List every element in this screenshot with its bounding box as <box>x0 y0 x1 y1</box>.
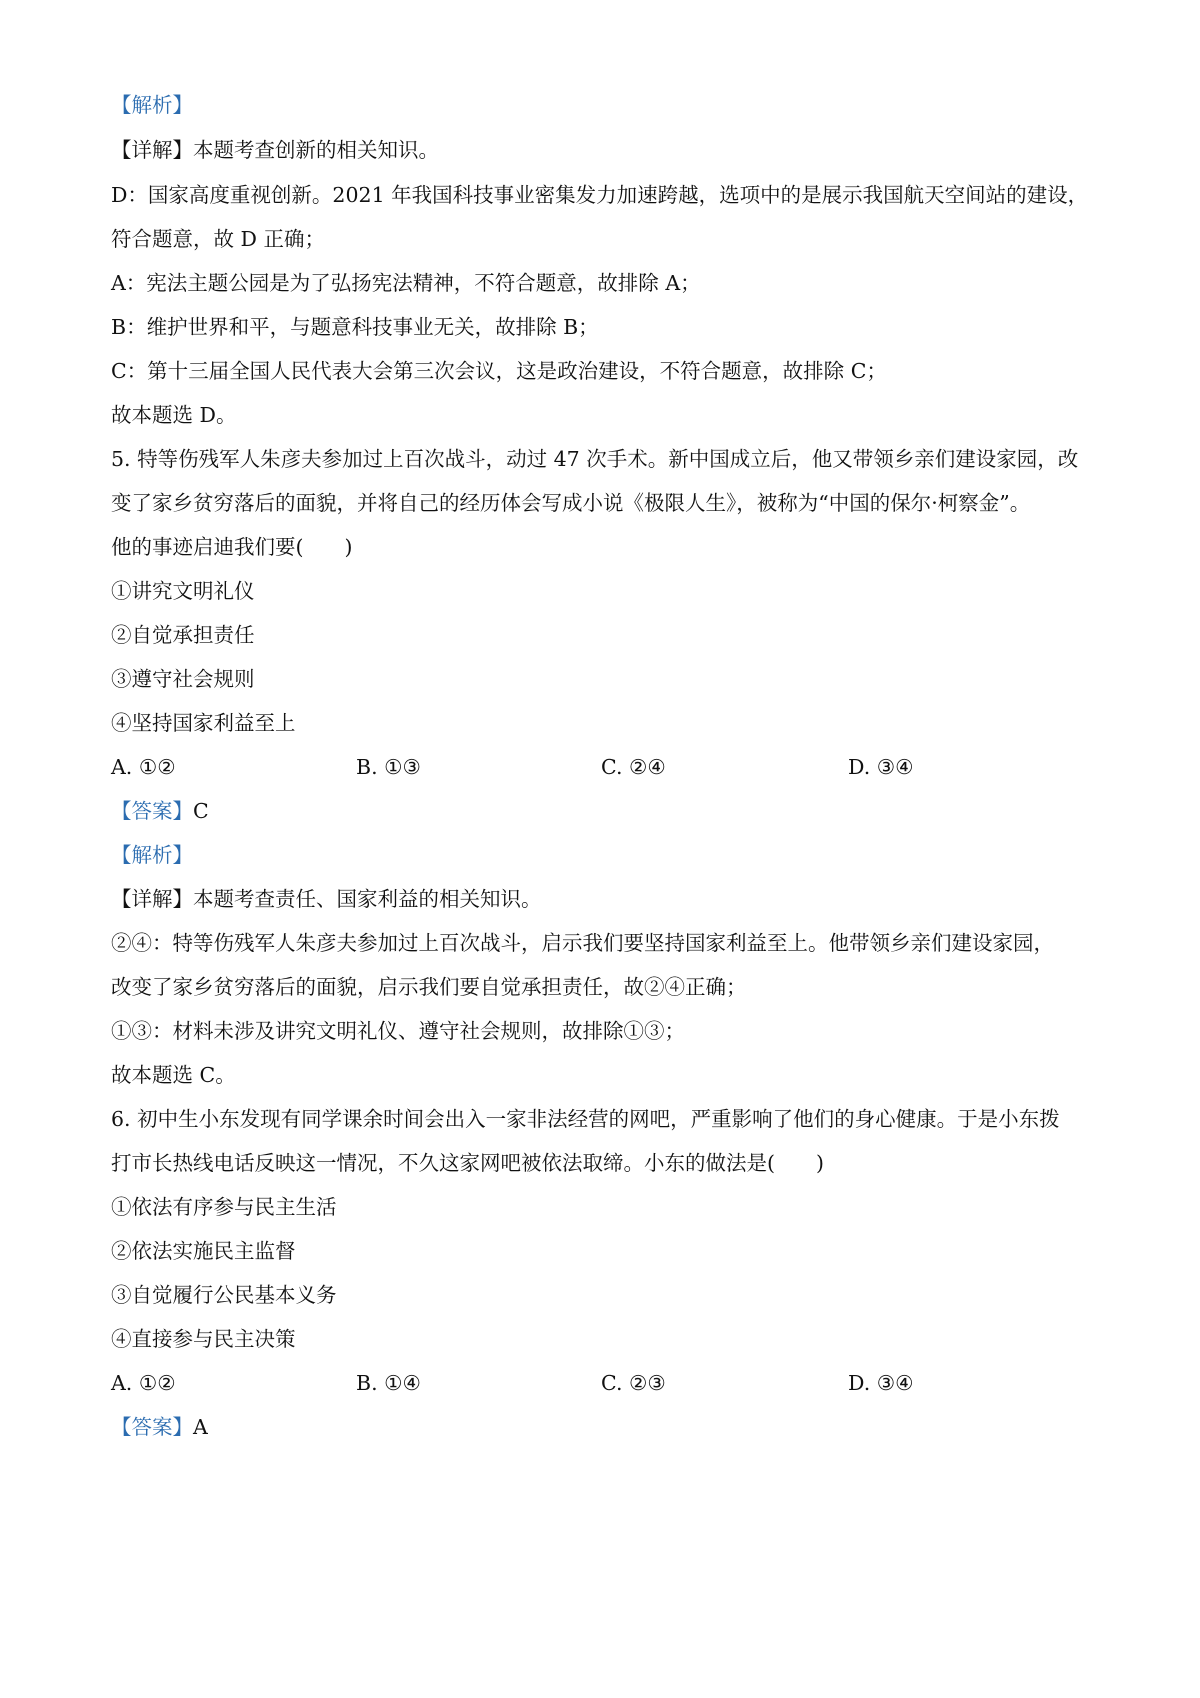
detail-tag: 【详解】 <box>111 887 193 911</box>
explanation-line: 故本题选 D。 <box>111 403 237 427</box>
explanation-line: 改变了家乡贫穷落后的面貌，启示我们要自觉承担责任，故②④正确； <box>111 975 747 999</box>
choice-b: B. ①③ <box>356 755 421 779</box>
question-stem-line: 5. 特等伤残军人朱彦夫参加过上百次战斗，动过 47 次手术。新中国成立后，他又带领乡亲们建设家园，改 <box>111 447 1079 471</box>
answer-value: C <box>193 799 209 823</box>
analysis-tag: 【解析】 <box>111 93 193 117</box>
question-item: ④直接参与民主决策 <box>111 1327 296 1351</box>
analysis-tag: 【解析】 <box>111 843 193 867</box>
detail-text: 本题考查责任、国家利益的相关知识。 <box>193 887 542 911</box>
explanation-line: B：维护世界和平，与题意科技事业无关，故排除 B； <box>111 315 599 339</box>
answer-line <box>111 1412 208 1442</box>
detail-tag: 【详解】 <box>111 138 193 162</box>
choice-b: B. ①④ <box>356 1371 421 1395</box>
answer-line <box>111 796 209 826</box>
explanation-line: C：第十三届全国人民代表大会第三次会议，这是政治建设，不符合题意，故排除 C； <box>111 359 887 383</box>
answer-tag: 【答案】 <box>111 799 193 823</box>
question-item: ④坚持国家利益至上 <box>111 711 296 735</box>
question-item: ③遵守社会规则 <box>111 667 255 691</box>
question-item: ③自觉履行公民基本义务 <box>111 1283 337 1307</box>
choice-c: C. ②④ <box>601 755 666 779</box>
explanation-line: D：国家高度重视创新。2021 年我国科技事业密集发力加速跨越，选项中的是展示我国航天空间站的建设， <box>111 183 1089 207</box>
answer-tag: 【答案】 <box>111 1415 193 1439</box>
detail-text: 本题考查创新的相关知识。 <box>193 138 439 162</box>
question-stem-line: 他的事迹启迪我们要( ) <box>111 535 353 559</box>
choice-a: A. ①② <box>111 755 176 779</box>
question-stem-line: 变了家乡贫穷落后的面貌，并将自己的经历体会写成小说《极限人生》，被称为“中国的保尔·柯察金”。 <box>111 491 1031 515</box>
explanation-line: A：宪法主题公园是为了弘扬宪法精神，不符合题意，故排除 A； <box>111 271 701 295</box>
explanation-line: 故本题选 C。 <box>111 1063 236 1087</box>
answer-value: A <box>193 1415 208 1439</box>
choice-d: D. ③④ <box>848 1371 914 1395</box>
question-stem-line: 打市长热线电话反映这一情况，不久这家网吧被依法取缔。小东的做法是( ) <box>111 1151 824 1175</box>
explanation-line: ②④：特等伤残军人朱彦夫参加过上百次战斗，启示我们要坚持国家利益至上。他带领乡亲们建设家园， <box>111 931 1054 955</box>
choice-c: C. ②③ <box>601 1371 666 1395</box>
question-item: ①讲究文明礼仪 <box>111 579 255 603</box>
question-item: ①依法有序参与民主生活 <box>111 1195 337 1219</box>
explanation-line: ①③：材料未涉及讲究文明礼仪、遵守社会规则，故排除①③； <box>111 1019 685 1043</box>
detail-line <box>111 135 439 165</box>
question-item: ②自觉承担责任 <box>111 623 255 647</box>
question-stem-line: 6. 初中生小东发现有同学课余时间会出入一家非法经营的网吧，严重影响了他们的身心健康。于是小东拨 <box>111 1107 1060 1131</box>
choice-d: D. ③④ <box>848 755 914 779</box>
explanation-line: 符合题意，故 D 正确； <box>111 227 325 251</box>
question-item: ②依法实施民主监督 <box>111 1239 296 1263</box>
choice-a: A. ①② <box>111 1371 176 1395</box>
detail-line <box>111 884 542 914</box>
